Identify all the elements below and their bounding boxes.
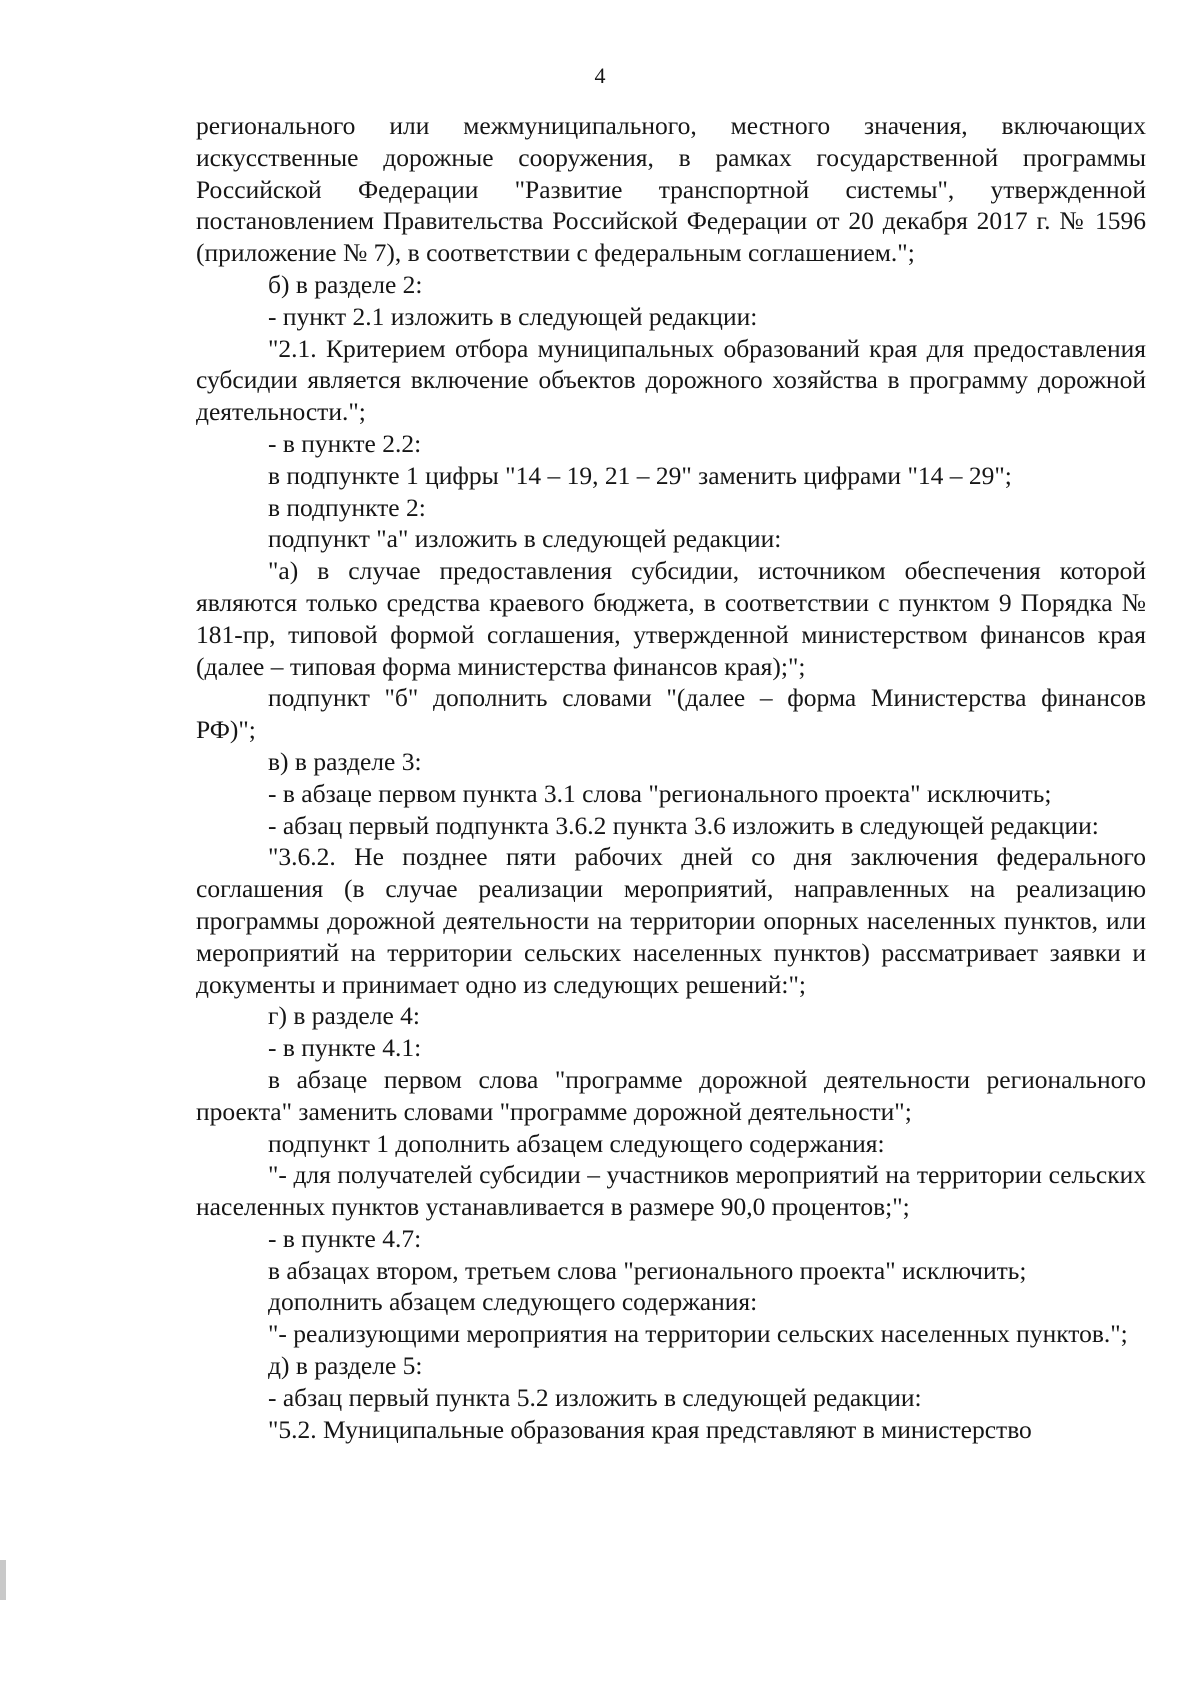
paragraph: дополнить абзацем следующего содержания: — [268, 1287, 758, 1317]
paragraph: "3.6.2. Не позднее пяти рабочих дней со дня заключения федерального соглашения (в случае реализации мероприятий, направленных на реализацию программы дорожной деятельности на территории опорных населенных пунктов, или мероприятий на территории сельских населенных пунктов) рассматривает заявки и документы и принимает одно из следующих решений:"; — [196, 842, 1146, 999]
paragraph: - в абзаце первом пункта 3.1 слова "регионального проекта" исключить; — [268, 778, 1052, 808]
paragraph: "5.2. Муниципальные образования края представляют в министерство — [268, 1414, 1032, 1444]
paragraph: - в пункте 2.2: — [268, 428, 422, 458]
paragraph: в абзаце первом слова "программе дорожной деятельности регионального проекта" заменить словами "программе дорожной деятельности"; — [196, 1064, 1146, 1126]
paragraph: в подпункте 2: — [268, 492, 426, 522]
paragraph: б) в разделе 2: — [268, 269, 423, 299]
document-body — [196, 110, 1146, 1445]
paragraph: регионального или межмуниципального, местного значения, включающих искусственные дорожные сооружения, в рамках государственной программы Российской Федерации "Развитие транспортной системы", утвержденной постановлением Правительства Российской Федерации от 20 декабря 2017 г. № 1596 (приложение № 7), в соответствии с федеральным соглашением."; — [196, 111, 1146, 268]
paragraph: подпункт 1 дополнить абзацем следующего содержания: — [268, 1128, 885, 1158]
paragraph: - абзац первый подпункта 3.6.2 пункта 3.6 изложить в следующей редакции: — [268, 810, 1099, 840]
paragraph: "2.1. Критерием отбора муниципальных образований края для предоставления субсидии является включение объектов дорожного хозяйства в программу дорожной деятельности."; — [196, 333, 1146, 427]
paragraph: в) в разделе 3: — [268, 746, 422, 776]
page-number: 4 — [594, 63, 606, 88]
paragraph: "а) в случае предоставления субсидии, источником обеспечения которой являются только средства краевого бюджета, в соответствии с пунктом 9 Порядка № 181-пр, типовой формой соглашения, утвержденной министерством финансов края (далее – типовая форма министерства финансов края);"; — [196, 556, 1146, 681]
paragraph: - в пункте 4.7: — [268, 1223, 422, 1253]
paragraph: "- для получателей субсидии – участников мероприятий на территории сельских населенных пунктов устанавливается в размере 90,0 процентов;"; — [196, 1160, 1146, 1222]
paragraph: подпункт "а" изложить в следующей редакции: — [268, 524, 782, 554]
paragraph: г) в разделе 4: — [268, 1001, 420, 1031]
paragraph: в подпункте 1 цифры "14 – 19, 21 – 29" заменить цифрами "14 – 29"; — [268, 460, 1012, 490]
scan-edge-mark — [0, 1560, 6, 1600]
paragraph: в абзацах втором, третьем слова "регионального проекта" исключить; — [268, 1255, 1027, 1285]
paragraph: - абзац первый пункта 5.2 изложить в следующей редакции: — [268, 1382, 922, 1412]
paragraph: - пункт 2.1 изложить в следующей редакции: — [268, 301, 758, 331]
paragraph: д) в разделе 5: — [268, 1351, 423, 1381]
paragraph: - в пункте 4.1: — [268, 1033, 422, 1063]
paragraph: "- реализующими мероприятия на территории сельских населенных пунктов."; — [268, 1319, 1128, 1349]
paragraph: подпункт "б" дополнить словами "(далее – форма Министерства финансов РФ)"; — [196, 683, 1146, 745]
